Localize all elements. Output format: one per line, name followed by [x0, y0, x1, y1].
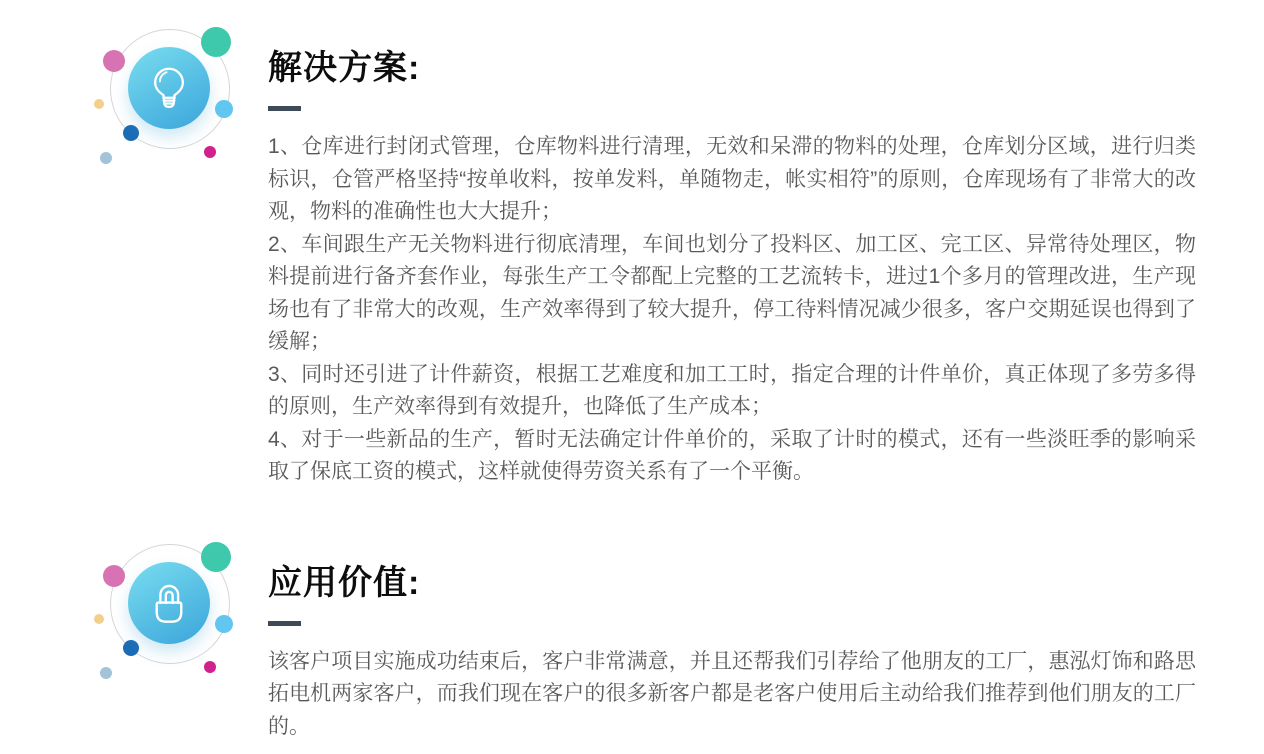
decor-dot-teal: [201, 27, 231, 57]
paragraph: 该客户项目实施成功结束后，客户非常满意，并且还帮我们引荐给了他朋友的工厂，惠泓灯饰和路思拓电机两家客户，而我们现在客户的很多新客户都是老客户使用后主动给我们推荐到他们朋友的工厂的。: [268, 649, 1196, 738]
section-value: [0, 515, 1264, 744]
decor-dot-sky: [215, 615, 233, 633]
title-underline-dash: [268, 621, 301, 626]
solution-body: [268, 131, 1196, 489]
paragraph: 1、仓库进行封闭式管理，仓库物料进行清理，无效和呆滞的物料的处理，仓库划分区域，进行归类标识，仓管严格坚持“按单收料，按单发料，单随物走，帐实相符”的原则，仓库现场有了非常大的改观，物料的准确性也大大提升；: [268, 135, 1196, 223]
badge-core: [128, 47, 210, 129]
decor-dot-yellow: [94, 99, 104, 109]
paragraph: 2、车间跟生产无关物料进行彻底清理，车间也划分了投料区、加工区、完工区、异常待处理区，物料提前进行备齐套作业，每张生产工令都配上完整的工艺流转卡，进过1个多月的管理改进，生产现场也有了非常大的改观，生产效率得到了较大提升，停工待料情况减少很多，客户交期延误也得到了缓解；: [268, 232, 1196, 353]
paragraph: 3、同时还引进了计件薪资，根据工艺难度和加工工时，指定合理的计件单价，真正体现了多劳多得的原则，生产效率得到有效提升，也降低了生产成本；: [268, 362, 1196, 418]
badge-core: [128, 562, 210, 644]
solution-badge: [85, 10, 265, 180]
section-title: 应用价值:: [268, 563, 421, 602]
value-body: [268, 646, 1196, 744]
lightbulb-icon: [148, 63, 190, 113]
decor-dot-yellow: [94, 614, 104, 624]
title-underline-dash: [268, 106, 301, 111]
paragraph: 4、对于一些新品的生产，暂时无法确定计件单价的，采取了计时的模式，还有一些淡旺季的影响采取了保底工资的模式，这样就使得劳资关系有了一个平衡。: [268, 427, 1196, 483]
lock-icon: [149, 581, 189, 625]
value-content: [268, 515, 1196, 744]
decor-dot-blue: [123, 125, 139, 141]
decor-dot-steel: [100, 152, 112, 164]
decor-dot-magenta: [204, 661, 216, 673]
decor-dot-pink: [103, 50, 125, 72]
decor-dot-pink: [103, 565, 125, 587]
decor-dot-magenta: [204, 146, 216, 158]
decor-dot-blue: [123, 640, 139, 656]
decor-dot-steel: [100, 667, 112, 679]
value-badge: [85, 525, 265, 695]
decor-dot-sky: [215, 100, 233, 118]
solution-content: [268, 0, 1196, 489]
decor-dot-teal: [201, 542, 231, 572]
section-title: 解决方案:: [268, 49, 421, 87]
